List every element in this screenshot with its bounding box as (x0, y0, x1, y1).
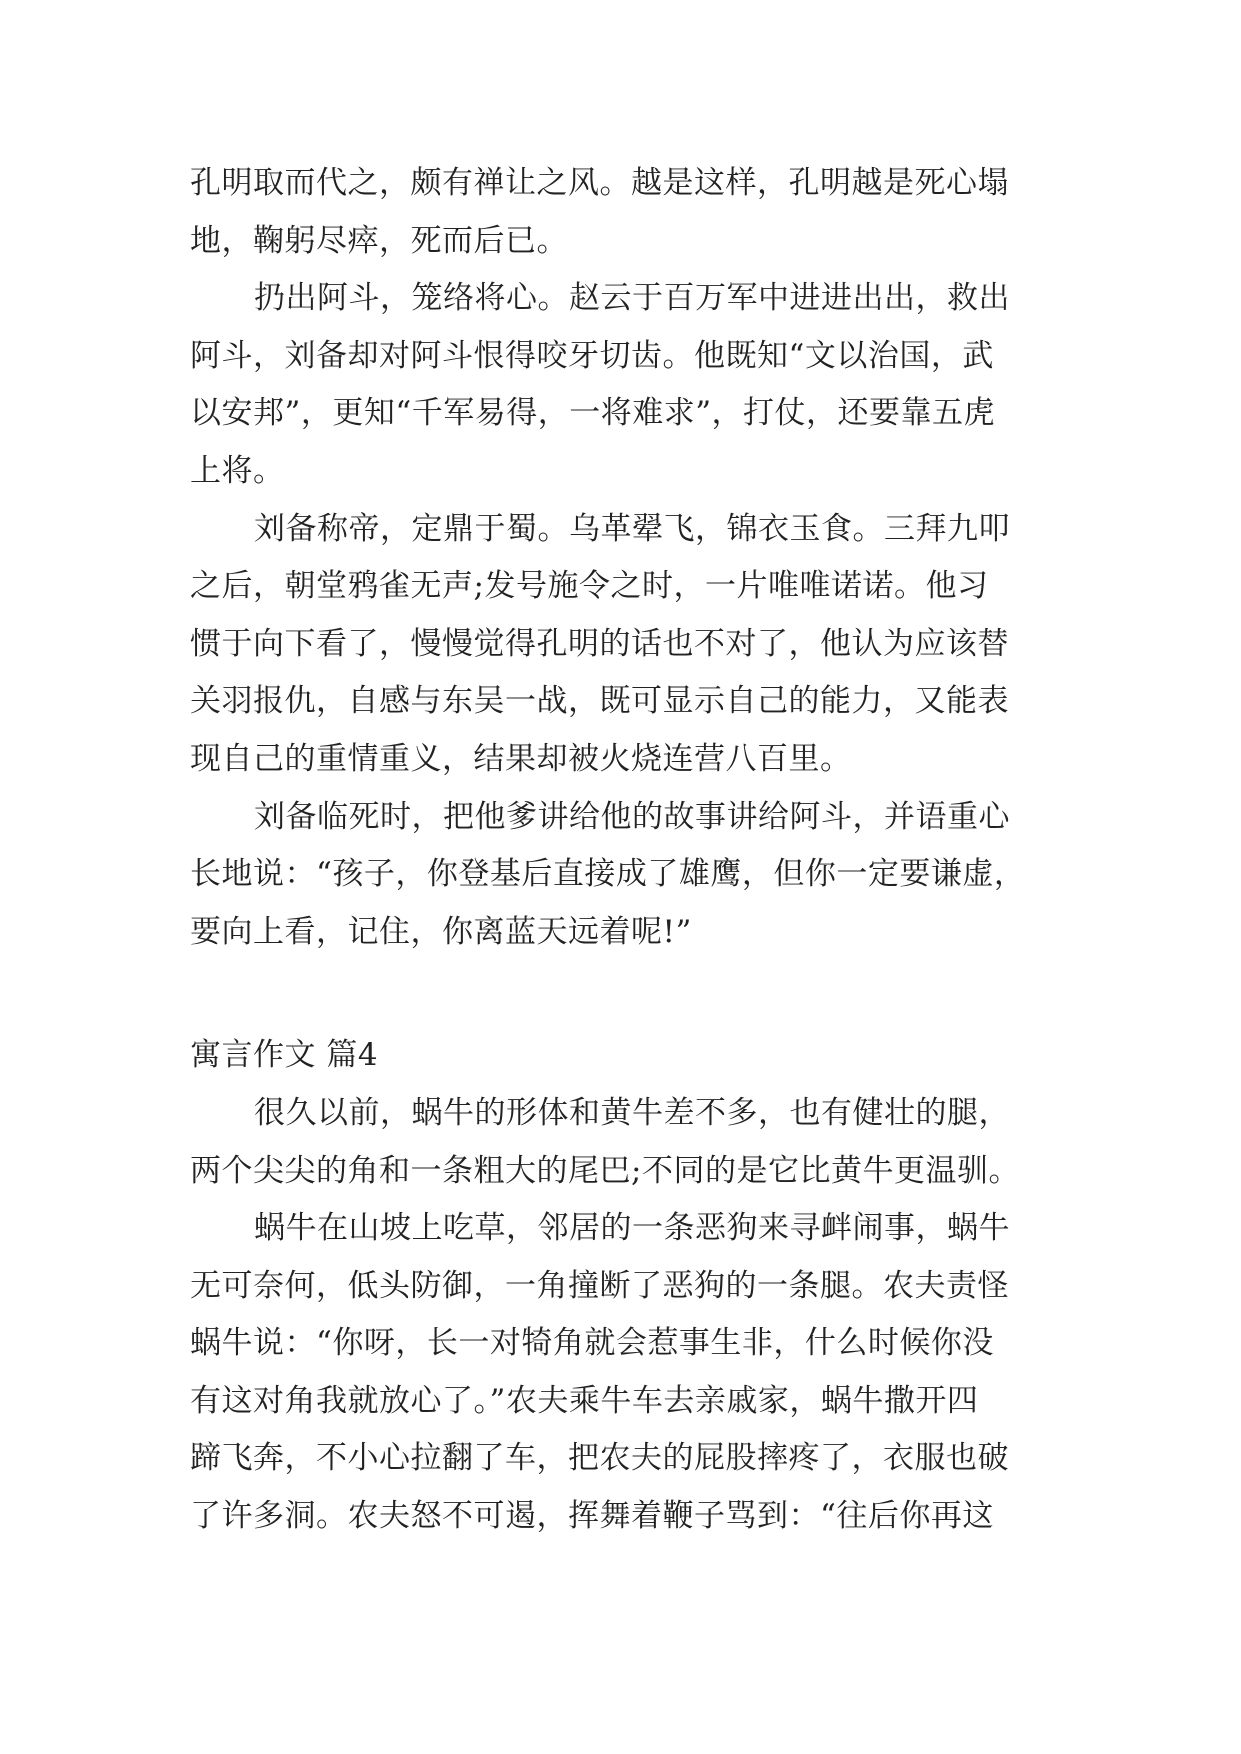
paragraph-line: 孔明取而代之，颇有禅让之风。越是这样，孔明越是死心塌 (190, 165, 1009, 201)
paragraph-line: 蜗牛在山坡上吃草，邻居的一条恶狗来寻衅闹事，蜗牛 (254, 1210, 1010, 1247)
paragraph-line: 要向上看，记住，你离蓝天远着呢!” (190, 913, 692, 950)
paragraph-line: 扔出阿斗，笼络将心。赵云于百万军中进进出出，救出 (254, 280, 1010, 317)
paragraph-line: 两个尖尖的角和一条粗大的尾巴;不同的是它比黄牛更温驯。 (190, 1152, 1020, 1189)
section-spacer (190, 961, 1070, 1027)
paragraph-line: 了许多洞。农夫怒不可遏，挥舞着鞭子骂到：“往后你再这 (190, 1498, 994, 1535)
document-body (190, 155, 1070, 1546)
paragraph-line: 阿斗，刘备却对阿斗恨得咬牙切齿。他既知“文以治国，武 (190, 337, 994, 374)
paragraph-line: 刘备称帝，定鼎于蜀。乌革翚飞，锦衣玉食。三拜九叩 (254, 510, 1010, 547)
paragraph-line: 地，鞠躬尽瘁，死而后已。 (190, 222, 568, 259)
paragraph-line: 关羽报仇，自感与东吴一战，既可显示自己的能力，又能表 (190, 683, 1009, 720)
paragraph-line: 蜗牛说：“你呀，长一对犄角就会惹事生非，什么时候你没 (190, 1325, 994, 1362)
paragraph-line: 现自己的重情重义，结果却被火烧连营八百里。 (190, 740, 852, 777)
essay-section-4 (190, 1027, 1070, 1545)
paragraph-line: 以安邦”，更知“千军易得，一将难求”，打仗，还要靠五虎 (190, 395, 996, 432)
paragraph-line: 惯于向下看了，慢慢觉得孔明的话也不对了，他认为应该替 (190, 625, 1009, 662)
paragraph-line: 之后，朝堂鸦雀无声;发号施令之时，一片唯唯诺诺。他习 (190, 568, 989, 605)
paragraph-line: 无可奈何，低头防御，一角撞断了恶狗的一条腿。农夫责怪 (190, 1267, 1009, 1304)
paragraph-line: 刘备临死时，把他爹讲给他的故事讲给阿斗，并语重心 (254, 798, 1010, 835)
paragraph-line: 长地说：“孩子，你登基后直接成了雄鹰，但你一定要谦虚， (190, 856, 1026, 893)
paragraph-line: 上将。 (190, 452, 285, 489)
paragraph-line: 蹄飞奔，不小心拉翻了车，把农夫的屁股摔疼了，衣服也破 (190, 1440, 1009, 1477)
paragraph-line: 有这对角我就放心了。”农夫乘牛车去亲戚家，蜗牛撒开四 (190, 1382, 979, 1419)
paragraph-line: 很久以前，蜗牛的形体和黄牛差不多，也有健壮的腿， (254, 1094, 1010, 1131)
essay-section-3-continuation (190, 155, 1070, 961)
section-heading: 寓言作文 篇4 (190, 1037, 379, 1074)
